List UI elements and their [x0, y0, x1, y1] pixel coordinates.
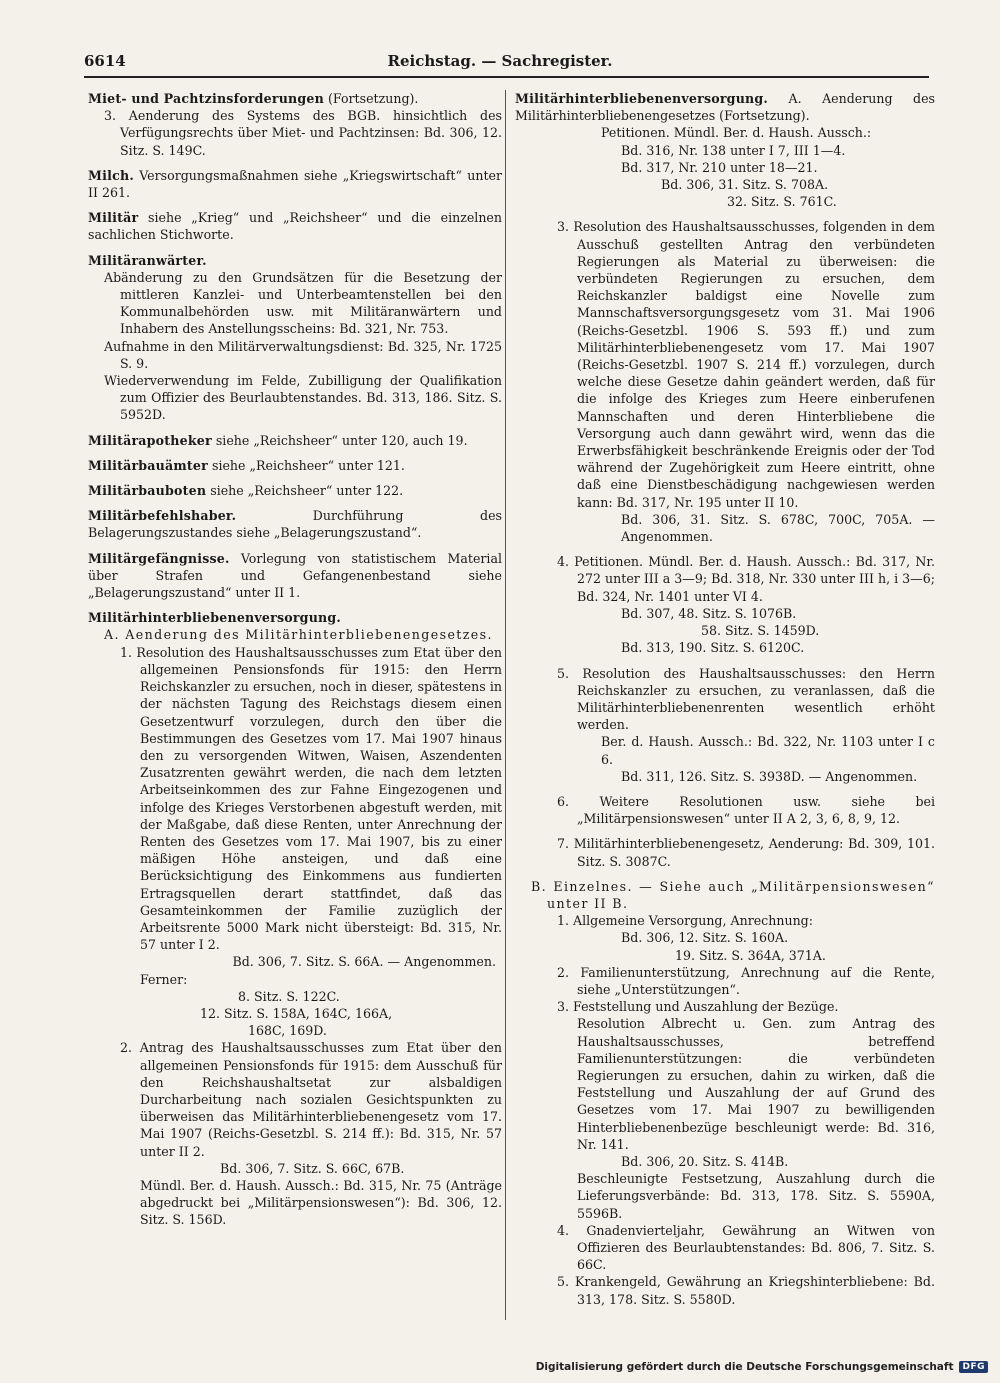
reference-line: Bd. 306, 7. Sitz. S. 66A. — Angenommen.: [232, 954, 496, 970]
entry-miet-pacht: [88, 90, 502, 159]
reference-line: Petitionen. Mündl. Ber. d. Haush. Aussch.:: [601, 125, 872, 141]
entry-item: 3. Resolution des Haushaltsausschusses, folgenden in dem Ausschuß gestellten Antrag den verbündeten Regierungen als Material zu überweisen: die verbündeten Regierungen zu ersuchen, dem Reichskanzler baldigst eine Novelle zum Mannschaftsversorgungsgesetz vom 31. Mai 1906 (Reichs-Gesetzbl. 1906 S. 593 ff.) und zum Militärhinterbliebenengesetz vom 17. Mai 1907 (Reichs-Gesetzbl. 1907 S. 214 ff.) vorzulegen, durch welche diese Gesetze dahin geändert werden, daß für die infolge des Krieges zum Heere einberufenen Mannschaften und deren Hinterbliebene die Versorgung auch dann gewährt wird, wenn das die Erwerbsfähigkeit beschränkende Ereignis oder der Tod während der Zugehörigkeit zum Heere eintritt, ohne daß eine Dienstbeschädigung nachgewiesen werden kann: Bd. 317, Nr. 195 unter II 10.: [557, 219, 935, 510]
entry-item: Resolution Albrecht u. Gen. zum Antrag des Haushaltsausschusses, betreffend Familienunterstützungen: die verbündeten Regierungen zu ersuchen, dahin zu wirken, daß die Feststellung und Auszahlung der auf Grund des Gesetzes vom 17. Mai 1907 zu bewilligenden Hinterbliebenenbezüge beschleunigt werde: Bd. 316, Nr. 141.: [577, 1016, 935, 1152]
entry-keyword: Militär: [88, 210, 139, 226]
section-heading: B. Einzelnes. — Siehe auch „Militärpensionswesen“ unter II B.: [531, 878, 935, 911]
reference-line: 168C, 169D.: [248, 1023, 327, 1039]
entry-text: A. Aenderung des Militärhinterbliebenengesetzes (Fortsetzung).: [515, 91, 935, 124]
reference-line: 58. Sitz. S. 1459D.: [701, 623, 820, 639]
entry-item: 6. Weitere Resolutionen usw. siehe bei „Militärpensionswesen“ unter II A 2, 3, 6, 8, 9, 12.: [557, 793, 935, 827]
entry-item-6: [515, 793, 935, 827]
entry-item: 4. Gnadenvierteljahr, Gewährung an Witwen von Offizieren des Beurlaubtenstandes: Bd. 806, 7. Sitz. S. 66C.: [557, 1222, 935, 1273]
entry-item-4: [515, 553, 935, 656]
entry-keyword: Militärbefehlshaber.: [88, 508, 237, 524]
entry-text: siehe „Reichsheer“ unter 121.: [207, 457, 405, 473]
entry-item: 2. Familienunterstützung, Anrechnung auf die Rente, siehe „Unterstützungen“.: [557, 964, 935, 997]
entry-text: siehe „Krieg“ und „Reichsheer“ und die einzelnen sachlichen Stichworte.: [88, 210, 502, 243]
entry-keyword: Militärbauämter: [88, 457, 208, 473]
entry-item: 7. Militärhinterbliebenengesetz, Aenderung: Bd. 309, 101. Sitz. S. 3087C.: [557, 836, 935, 869]
header-rule: [84, 76, 929, 78]
reference-line: Bd. 306, 31. Sitz. S. 708A.: [661, 177, 829, 193]
entry-militaer: [88, 209, 502, 243]
entry-continued-heading: [515, 90, 935, 210]
entry-militaerbauboten: [88, 482, 502, 499]
reference-line: 12. Sitz. S. 158A, 164C, 166A,: [200, 1005, 393, 1021]
dfg-logo: DFG: [959, 1361, 988, 1373]
reference-line: Mündl. Ber. d. Haush. Aussch.: Bd. 315, Nr. 75 (Anträge abgedruckt bei „Militärpensionswesen“): Bd. 306, 12. Sitz. S. 156D.: [140, 1177, 502, 1228]
reference-line: 19. Sitz. S. 364A, 371A.: [675, 947, 826, 963]
entry-item: Abänderung zu den Grundsätzen für die Besetzung der mittleren Kanzlei- und Unterbeamtenstellen bei den Kommunalbehörden usw. mit Militäranwärtern und Inhabern des Anstellungsscheins: Bd. 321, Nr. 753.: [104, 269, 502, 337]
reference-line: 8. Sitz. S. 122C.: [238, 988, 340, 1004]
reference-line: Bd. 306, 20. Sitz. S. 414B.: [621, 1153, 789, 1169]
entry-militaerbefehlshaber: [88, 507, 502, 541]
entry-item-5: [515, 665, 935, 785]
reference-line: Bd. 311, 126. Sitz. S. 3938D. — Angenommen.: [621, 768, 918, 784]
entry-item: 1. Resolution des Haushaltsausschusses zum Etat über den allgemeinen Pensionsfonds für 1915: den Herrn Reichskanzler zu ersuchen, noch in dieser, spätestens in der nächsten Tagung des Reichstags diesem einen Gesetzentwurf vorzulegen, durch den über die Bestimmungen des Gesetzes vom 17. Mai 1907 hinaus den zu versorgenden Witwen, Waisen, Aszendenten Zusatzrenten gewährt werden, die nach dem letzten Arbeitseinkommen des zur Fahne Eingezogenen und infolge des Krieges Verstorbenen abgestuft werden, mit der Maßgabe, daß diese Renten, unter Anrechnung der Renten des Gesetzes vom 17. Mai 1907, bis zu einer mäßigen Höhe ansteigen, und daß eine Berücksichtigung des Einkommens aus fundierten Ertragsquellen derart stattfindet, daß das Gesamteinkommen der Familie zuzüglich der Arbeitsrente 5000 Mark nicht übersteigt: Bd. 315, Nr. 57 unter I 2.: [120, 644, 502, 953]
entry-militaerhinterbliebenenversorgung: [88, 609, 502, 1228]
entry-item: 2. Antrag des Haushaltsausschusses zum Etat über den allgemeinen Pensionsfonds für 1915: dem Ausschuß für den Reichshaushaltsetat zur alsbaldigen Durcharbeitung nach sozialen Gesichtspunkten zu überweisen das Militärhinterbliebenengesetz vom 17. Mai 1907 (Reichs-Gesetzbl. S. 214 ff.): Bd. 315, Nr. 57 unter II 2.: [120, 1040, 502, 1159]
reference-line: 32. Sitz. S. 761C.: [727, 194, 837, 210]
right-column: [515, 90, 935, 1316]
entry-milch: [88, 167, 502, 201]
section-heading: A. Aenderung des Militärhinterbliebenengesetzes.: [104, 627, 493, 643]
entry-text: siehe „Reichsheer“ unter 122.: [206, 483, 404, 499]
reference-line: Ber. d. Haush. Aussch.: Bd. 322, Nr. 1103 unter I c 6.: [601, 734, 935, 767]
entry-keyword: Militärhinterbliebenenversorgung.: [515, 91, 768, 106]
reference-line: Bd. 306, 31. Sitz. S. 678C, 700C, 705A. — Angenommen.: [621, 511, 935, 545]
page-number: 6614: [84, 52, 126, 70]
reference-line: Ferner:: [140, 971, 188, 987]
entry-item: 4. Petitionen. Mündl. Ber. d. Haush. Aussch.: Bd. 317, Nr. 272 unter III a 3—9; Bd. 318, Nr. 330 unter III h, i 3—6; Bd. 324, Nr. 1401 unter VI 4.: [557, 554, 935, 604]
footer-text: Digitalisierung gefördert durch die Deutsche Forschungsgemeinschaft: [535, 1361, 954, 1373]
entry-item: 1. Allgemeine Versorgung, Anrechnung:: [557, 913, 813, 929]
reference-line: Bd. 317, Nr. 210 unter 18—21.: [621, 159, 818, 175]
entry-keyword: Militärhinterbliebenenversorgung.: [88, 610, 341, 626]
entry-item-7: [515, 835, 935, 869]
entry-keyword: Militärapotheker: [88, 432, 212, 448]
entry-keyword: Militärgefängnisse.: [88, 550, 230, 566]
entry-item: 3. Feststellung und Auszahlung der Bezüge.: [557, 999, 839, 1015]
reference-line: Bd. 306, 7. Sitz. S. 66C, 67B.: [220, 1160, 405, 1176]
entry-militaergefaengnisse: [88, 550, 502, 602]
entry-militaeranwaerter: [88, 252, 502, 424]
entry-item: Beschleunigte Festsetzung, Auszahlung durch die Lieferungsverbände: Bd. 313, 178. Sitz. S. 5590A, 5596B.: [577, 1171, 935, 1221]
entry-keyword: Militärbauboten: [88, 483, 207, 499]
entry-text: siehe „Reichsheer“ unter 120, auch 19.: [211, 432, 468, 448]
entry-item: Wiederverwendung im Felde, Zubilligung der Qualifikation zum Offizier des Beurlaubtenstandes. Bd. 313, 186. Sitz. S. 5952D.: [104, 373, 502, 423]
entry-keyword: Milch.: [88, 167, 134, 183]
footer-credit: [536, 1361, 988, 1373]
reference-line: Bd. 316, Nr. 138 unter I 7, III 1—4.: [621, 142, 846, 158]
reference-line: Bd. 306, 12. Sitz. S. 160A.: [621, 930, 789, 946]
entry-item: Aufnahme in den Militärverwaltungsdienst: Bd. 325, Nr. 1725 S. 9.: [104, 338, 502, 371]
reference-line: Bd. 313, 190. Sitz. S. 6120C.: [621, 640, 805, 656]
column-divider: [505, 90, 506, 1320]
entry-text: Versorgungsmaßnahmen siehe „Kriegswirtschaft“ unter II 261.: [88, 167, 502, 201]
entry-militaerapotheker: [88, 432, 502, 449]
entry-item: 5. Krankengeld, Gewährung an Kriegshinterbliebene: Bd. 313, 178. Sitz. S. 5580D.: [557, 1274, 935, 1307]
entry-keyword: Militäranwärter.: [88, 252, 207, 268]
entry-text: Vorlegung von statistischem Material über Strafen und Gefangenenbestand siehe „Belagerungszustand“ unter II 1.: [88, 550, 502, 601]
entry-item-3: [515, 218, 935, 545]
entry-militaerbauaemter: [88, 457, 502, 474]
left-column: [88, 90, 502, 1237]
running-head: Reichstag. — Sachregister.: [387, 52, 613, 70]
entry-item: 5. Resolution des Haushaltsausschusses: den Herrn Reichskanzler zu ersuchen, zu veranlassen, daß die Militärhinterbliebenenrenten wesentlich erhöht werden.: [557, 665, 935, 733]
reference-line: Bd. 307, 48. Sitz. S. 1076B.: [621, 605, 797, 621]
entry-section-b: [515, 878, 935, 1308]
entry-text: Durchführung des Belagerungszustandes siehe „Belagerungszustand“.: [88, 508, 502, 541]
entry-item: 3. Aenderung des Systems des BGB. hinsichtlich des Verfügungsrechts über Miet- und Pachtzinsen: Bd. 306, 12. Sitz. S. 149C.: [104, 108, 502, 158]
entry-keyword: Miet- und Pachtzinsforderungen: [88, 91, 324, 106]
entry-text: (Fortsetzung).: [323, 91, 419, 106]
